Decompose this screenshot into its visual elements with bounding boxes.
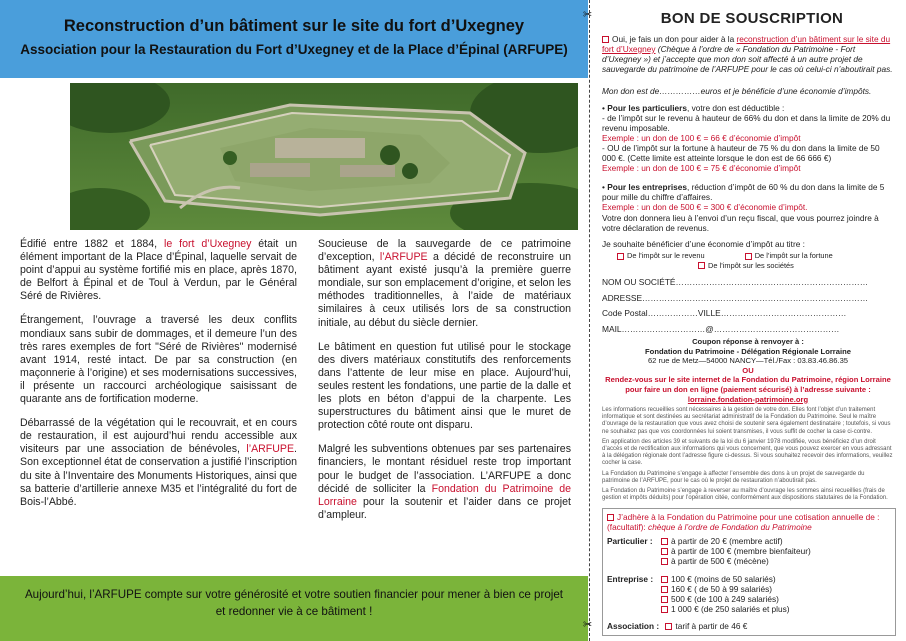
membership-entreprise-label: Entreprise : [607,574,654,584]
col1-p3-text: Débarrassé de la végétation qui le recouvrait, et en cours de restauration, il est aujourd’hui rendu accessible aux visiteurs par une association de bénévoles, [20,417,297,456]
particulier-option[interactable] [661,536,891,546]
page-subtitle: Association pour la Restauration du Fort d’Uxegney et de la Place d’Épinal (ARFUPE) [20,42,568,57]
particulier-checkbox[interactable] [661,538,668,545]
entreprise-checkbox[interactable] [661,596,668,603]
particulier-option[interactable] [661,556,891,566]
particulier-option-label: à partir de 100 € (membre bienfaiteur) [671,546,811,556]
entreprises-label: Pour les entreprises [607,182,687,192]
particulier-checkbox[interactable] [661,548,668,555]
membership-particulier-label: Particulier : [607,536,653,546]
text-column-2 [318,238,571,533]
entreprises-example: Exemple : un don de 500 € = 300 € d’économie d’impôt. [602,202,808,212]
particuliers-example-2: Exemple : un don de 100 € = 75 € d’économie d’impôt [602,163,801,173]
amount-line: Mon don est de……………euros et je bénéficie d’une économie d’impôts. [602,86,872,96]
scissors-icon-bottom: ✂ [583,619,593,631]
association-checkbox[interactable] [665,623,672,630]
col2-p1-highlight: l’ARFUPE [379,251,428,264]
legal-note-4: La Fondation du Patrimoine s’engage à reverser au maître d’ouvrage les sommes ainsi recueillies (frais de gestion et impôts déduits) pour l’opération citée, conformément aux dispositions statutaires de la Fondation. [602,488,888,502]
membership-optional: (facultatif): [607,522,649,532]
option-isf[interactable] [745,251,833,260]
col2-p1-text-end: a décidé de reconstruire un bâtiment ayant existé jusqu’à la première guerre mondiale, sur son emplacement d’origine, et selon les méthodes traditionnelles, à l’aide de matériaux similaires à ceux utilisés lors de sa construction initiale, au début du siècle dernier. [318,251,572,329]
particuliers-example-1: Exemple : un don de 100 € = 66 € d’économie d’impôt [602,133,801,143]
entreprise-checkbox[interactable] [661,606,668,613]
form-title: BON DE SOUSCRIPTION [660,10,844,27]
coupon-recipient: Fondation du Patrimoine - Délégation Régionale Lorraine [645,346,851,356]
footer-text: Aujourd’hui, l’ARFUPE compte sur votre générosité et votre soutien financier pour mener à bien ce projet et redonner vie à ce bâtiment ! [24,588,564,618]
entreprise-checkbox[interactable] [661,576,668,583]
col2-paragraph-2: Le bâtiment en question fut utilisé pour le stockage des divers matériaux constitutifs des renforcements dans l’attente de leur mise en place. Aujourd’hui, seules restent les fondations, une partie de la dalle et les plots en béton d’appui de la charpente. Les superstructures du bâtiment ainsi que le muret de protection côté route ont disparu. [318,340,571,432]
option-isf-label: De l’impôt sur la fortune [754,251,833,260]
legal-note-3: La Fondation du Patrimoine s’engage à affecter l’ensemble des dons à un projet de sauvegarde du patrimoine de l’ARFUPE, pour le cas où le projet de restauration n’aboutirait pas. [602,470,865,484]
entreprise-option[interactable] [661,574,891,584]
legal-note-1: Les informations recueillies sont nécessaires à la gestion de votre don. Elles font l’objet d’un traitement informatique et sont destinées au secrétariat administratif de la Fondation du Patrimoine. Seul le maître d’ouvrage de la restauration que vous avez choisi de soutenir sera également destinataire ; toutefois, si vous ne souhaitez pas que vos coordonnées lui soient transmises, il vous suffit de cocher la case ci-contre. [602,407,891,435]
fort-aerial-photo [70,83,578,230]
entreprise-option-label: 500 € (de 100 à 249 salariés) [671,594,779,604]
entreprise-option-label: 100 € (moins de 50 salariés) [671,574,776,584]
col2-paragraph-1 [318,238,571,330]
text-column-1 [20,238,297,520]
tax-options-row [602,251,894,261]
particuliers-label: Pour les particuliers [607,103,687,113]
particulier-option-label: à partir de 500 € (mécène) [671,556,769,566]
coupon-online: Rendez-vous sur le site internet de la Fondation du Patrimoine, région Lorraine pour faire un don en ligne (paiement sécurisé) à l’adresse suivante : [605,375,891,394]
membership-association[interactable] [607,621,747,631]
coupon-heading: Coupon réponse à renvoyer à : [692,337,804,346]
page-title: Reconstruction d’un bâtiment sur le site du fort d’Uxegney [63,17,525,35]
entreprises-label-rest: , réduction d’impôt de 60 % du don dans la limite de 5 pour mille du chiffre d’affaires. [602,182,885,202]
col2-p1-text: Soucieuse de la sauvegarde de ce patrimoine d’exception, [318,238,571,264]
entreprises-heading: • Pour les entreprises, réduction d’impôt de 60 % du don dans la limite de 5 pour mille du chiffre d’affaires. [602,182,885,202]
particulier-option-label: à partir de 20 € (membre actif) [671,536,783,546]
col2-p3-text-end: pour la soutenir et l’aider dans ce projet d’ampleur. [318,495,571,521]
particuliers-isf: - OU de l’impôt sur la fortune à hauteur de 75 % du don dans la limite de 50 000 €. (Cette limite est atteinte lorsque le don est de 66 666 €) [602,143,880,163]
col1-p3-highlight: l’ARFUPE [246,443,295,456]
cut-line [589,0,590,641]
col2-p3-highlight: Fondation du Patrimoine de Lorraine [318,482,571,508]
entreprise-option[interactable] [661,604,891,614]
intro-highlight: reconstruction d’un bâtiment sur le site du fort d’Uxegney [602,34,891,54]
entreprise-option-label: 160 € ( de 50 à 99 salariés) [671,584,773,594]
entreprise-checkbox[interactable] [661,586,668,593]
name-field[interactable]: NOM OU SOCIÉTÉ…………………………………………………………… [602,277,869,287]
membership-checkbox[interactable] [607,514,614,521]
col1-paragraph-3 [20,417,297,509]
col1-p1-text: Édifié entre 1882 et 1884, [20,238,165,250]
coupon-or: OU [742,365,754,375]
particulier-option[interactable] [661,546,891,556]
membership-line-1: J’adhère à la Fondation du Patrimoine pour une cotisation annuelle de : [617,512,880,522]
receipt-note: Votre don donnera lieu à l’envoi d’un reçu fiscal, que vous pourrez joindre à votre déclaration de revenus. [602,213,879,233]
membership-cheque: chèque à l’ordre de Fondation du Patrimoine [648,522,812,532]
membership-particulier-options [661,536,891,566]
entreprise-option[interactable] [661,594,891,604]
donation-checkbox[interactable] [602,36,609,43]
col1-p3-text-end: . Son exceptionnel état de conservation a justifié l’inscription du site à l’Inventaire des Monuments Historiques, ainsi que sa batterie d’artillerie annexe M35 et l’intégralité du fort de Bois-l’Abbé. [20,443,297,508]
entreprise-option-label: 1 000 € (de 250 salariés et plus) [671,604,790,614]
association-label: Association : [607,621,660,631]
subscription-form [602,0,902,641]
option-ir[interactable] [617,251,705,260]
option-soc[interactable] [698,261,894,271]
legal-note-2: En application des articles 39 et suivants de la loi du 6 janvier 1978 modifiée, vous bénéficiez d’un droit d’accès et de rectification aux informations qui vous concernent, que vous pouvez exercer en vous adressant à la délégation régionale dont l’adresse figure ci-dessus. Si vous souhaitez recevoir des informations, veuillez cocher la case. [602,438,893,467]
membership-entreprise-options [661,574,891,614]
coupon-block [602,337,894,404]
particulier-checkbox[interactable] [661,558,668,565]
particuliers-ir: - de l’impôt sur le revenu à hauteur de 66% du don et dans la limite de 20% du revenu imposable. [602,113,891,133]
option-soc-label: De l’impôt sur les sociétés [708,260,794,270]
col1-p1-highlight: le fort d’Uxegney [164,238,252,250]
form-intro [602,34,894,74]
address-field[interactable]: ADRESSE……………………………………………………………………… [602,292,869,303]
email-field[interactable]: MAIL…………………………@……………………………………… [602,323,840,334]
particuliers-section [602,103,894,173]
entreprise-option[interactable] [661,584,891,594]
membership-heading [607,512,891,532]
col1-p1-text-end: était un élément important de la Place d’Épinal, laquelle servait de point d’appui au système fortifié mis en place, après 1870, de Belfort à Épinal et de Toul à Verdun, par le Général Séré de Rivières. [20,238,297,303]
coupon-address: 62 rue de Metz—54000 NANCY—Tél./Fax : 03.83.46.86.35 [647,356,849,366]
option-ir-label: De l’impôt sur le revenu [627,251,705,260]
particuliers-label-rest: , votre don est déductible : [687,103,785,113]
contact-fields [602,275,894,337]
footer-band [0,576,588,641]
legal-notes [602,407,894,502]
wish-line: Je souhaite bénéficier d’une économie d’impôt au titre : [602,239,805,249]
col1-paragraph-2: Étrangement, l’ouvrage a traversé les deux conflits mondiaux sans subir de dommages, et il demeure l’un des très rares exemples de fort "Séré de Rivières" modernisé avant 1914, resté intact. De par sa construction (en maçonnerie à l’origine) et ses modernisations successives, il présente un raccourci archéologique saisissant de quarante ans de fortification moderne. [20,314,297,406]
particuliers-heading: • Pour les particuliers, votre don est déductible : [602,103,785,113]
scissors-icon-top: ✂ [583,9,593,21]
header-band [0,0,588,78]
col1-paragraph-1 [20,238,297,303]
option-ir-checkbox[interactable] [617,253,624,260]
intro-text-end: (Chèque à l’ordre de « Fondation du Patrimoine - Fort d’Uxegney ») et j’accepte que mon don soit affecté à un autre projet de sauvegarde du patrimoine de l’ARFUPE pour le cas où celui-ci n’aboutirait pas. [602,44,893,74]
association-value: tarif à partir de 46 € [675,621,748,631]
col2-p3-text: Malgré les subventions obtenues par ses partenaires financiers, le montant résiduel reste trop important pour le budget de l’association. L’ARFUPE a donc décidé de solliciter la [318,443,571,495]
coupon-url-link[interactable]: lorraine.fondation-patrimoine.org [687,394,809,404]
postal-city-field[interactable]: Code Postal………………VILLE……………………………………… [602,308,847,318]
entreprises-section [602,182,894,212]
tax-options [602,251,894,270]
membership-box [602,508,896,636]
option-isf-checkbox[interactable] [745,253,752,260]
col2-paragraph-3 [318,443,571,522]
intro-text: Oui, je fais un don pour aider à la [612,34,737,44]
option-soc-checkbox[interactable] [698,262,705,269]
